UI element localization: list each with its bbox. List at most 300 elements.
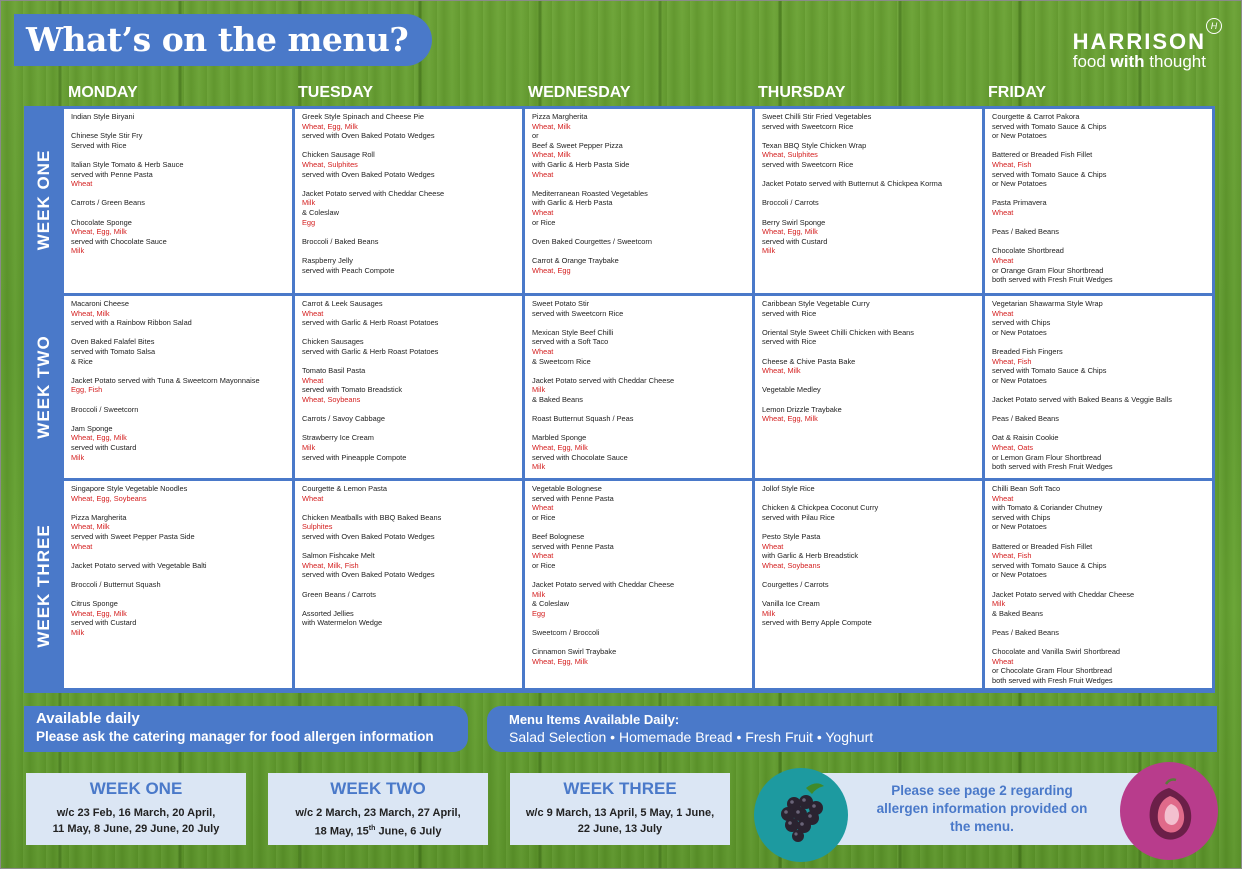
dish-text: or New Potatoes	[992, 375, 1047, 385]
allergen-text: Sulphites	[302, 522, 333, 532]
dish-text: Italian Style Tomato & Herb Sauce	[71, 159, 184, 169]
menu-dish	[302, 551, 516, 580]
dish-text: served with Tomato Sauce & Chips	[992, 560, 1107, 570]
dish-text: served with Penne Pasta	[532, 493, 614, 503]
dish-text: Jacket Potato served with Butternut & Chickpea Korma	[762, 179, 942, 189]
dish-text: Served with Rice	[71, 140, 127, 150]
allergen-text: Egg	[532, 608, 546, 618]
dish-text: & Rice	[71, 356, 93, 366]
day-header-thursday: THURSDAY	[758, 84, 846, 101]
dish-text: Chocolate and Vanilla Swirl Shortbread	[992, 647, 1121, 657]
dish-text: Mexican Style Beef Chilli	[532, 327, 614, 337]
allergen-text: Wheat	[532, 503, 554, 513]
allergen-text: Wheat, Egg, Milk	[71, 433, 127, 443]
dish-text: & Coleslaw	[532, 599, 569, 609]
menu-dish	[532, 189, 746, 227]
allergen-text: Milk	[992, 599, 1006, 609]
dish-text: Chilli Bean Soft Taco	[992, 484, 1061, 493]
allergen-text: Wheat	[71, 541, 93, 551]
page-title: What’s on the menu?	[14, 14, 432, 66]
dish-text: served with Sweetcorn Rice	[762, 159, 854, 169]
dish-text: Jam Sponge	[71, 423, 113, 433]
menu-dish	[302, 513, 516, 542]
allergen-text: Wheat, Milk	[762, 366, 801, 376]
dish-text: Citrus Sponge	[71, 599, 118, 609]
fig-icon	[1120, 762, 1218, 860]
allergen-text: Wheat, Egg, Milk	[532, 656, 588, 666]
dish-text: with Tomato & Coriander Chutney	[992, 503, 1103, 513]
dish-text: Carrot & Orange Traybake	[532, 255, 619, 265]
menu-dish	[532, 532, 746, 570]
logo-mark-icon: H	[1206, 18, 1222, 34]
dish-text: Breaded Fish Fingers	[992, 346, 1063, 356]
allergen-text: Wheat, Egg, Milk	[71, 608, 127, 618]
dish-text: Jacket Potato served with Cheddar Cheese	[532, 579, 675, 589]
allergen-text: Wheat	[532, 169, 554, 179]
day-header-tuesday: TUESDAY	[298, 84, 373, 101]
harrison-logo	[1072, 21, 1218, 71]
dish-text: & Baked Beans	[532, 394, 583, 404]
allergen-text: Milk	[532, 462, 546, 472]
menu-dish	[532, 256, 746, 275]
menu-items-daily-text: Salad Selection • Homemade Bread • Fresh Fruit • Yoghurt	[509, 729, 874, 745]
available-daily-banner	[24, 706, 468, 752]
dish-text: Jacket Potato served with Cheddar Cheese	[302, 188, 445, 198]
dish-text: both served with Fresh Fruit Wedges	[992, 675, 1113, 685]
week-dates-title: WEEK THREE	[563, 779, 677, 798]
allergen-text: Wheat	[992, 493, 1014, 503]
dish-text: served with Chips	[992, 318, 1051, 328]
dish-text: served with Tomato Sauce & Chips	[992, 366, 1107, 376]
dish-text: Peas / Baked Beans	[992, 627, 1059, 637]
menu-dish	[71, 580, 286, 590]
dish-text: Battered or Breaded Fish Fillet	[992, 150, 1093, 160]
menu-dish	[302, 366, 516, 404]
day-header-friday: FRIDAY	[988, 84, 1047, 101]
dish-text: served with Tomato Sauce & Chips	[992, 169, 1107, 179]
dish-text: served with Pineapple Compote	[302, 452, 407, 462]
menu-dish	[992, 590, 1206, 619]
dish-text: Jollof Style Rice	[762, 484, 815, 493]
week-three-label: WEEK THREE	[24, 479, 64, 693]
menu-dish	[71, 376, 286, 395]
dish-text: served with Oven Baked Potato Wedges	[302, 169, 435, 179]
menu-dish	[532, 376, 746, 405]
menu-dish	[992, 246, 1206, 284]
dish-text: Tomato Basil Pasta	[302, 366, 366, 376]
dish-text: or Orange Gram Flour Shortbread	[992, 265, 1104, 275]
dish-text: served with Garlic & Herb Roast Potatoes	[302, 346, 439, 356]
allergen-text: Wheat, Oats	[992, 442, 1034, 452]
week-two-label: WEEK TWO	[24, 294, 64, 479]
menu-dish	[71, 337, 286, 366]
allergen-text: Egg	[302, 217, 316, 227]
dish-text: Broccoli / Baked Beans	[302, 236, 379, 246]
dish-text: or Chocolate Gram Flour Shortbread	[992, 666, 1112, 676]
week-dates-title: WEEK TWO	[330, 779, 426, 798]
dish-text: Oat & Raisin Cookie	[992, 433, 1059, 443]
week-dates-title: WEEK ONE	[89, 779, 183, 798]
dish-text: Vegetable Medley	[762, 385, 821, 395]
allergen-text: Wheat	[302, 493, 324, 503]
menu-dish	[532, 237, 746, 247]
menu-dish	[992, 414, 1206, 424]
allergen-text: Milk	[71, 627, 85, 637]
menu-dish	[71, 484, 286, 503]
available-daily-heading: Available daily	[36, 710, 140, 727]
blackberry-icon	[754, 768, 848, 862]
dish-text: Courgette & Carrot Pakora	[992, 112, 1080, 121]
dish-text: or New Potatoes	[992, 179, 1047, 189]
dish-text: Cheese & Chive Pasta Bake	[762, 356, 856, 366]
week-two-dates	[268, 773, 488, 845]
allergen-text: Wheat	[992, 207, 1014, 217]
menu-dish	[762, 580, 976, 590]
allergen-text: Wheat	[532, 207, 554, 217]
menu-dish	[532, 299, 746, 318]
allergen-text: Wheat, Egg, Milk	[302, 121, 358, 131]
menu-dish	[992, 112, 1206, 141]
dish-text: served with Sweetcorn Rice	[532, 308, 624, 318]
allergen-text: Wheat, Soybeans	[302, 394, 361, 404]
allergen-text: Wheat	[302, 308, 324, 318]
menu-dish	[302, 484, 516, 503]
dish-text: Jacket Potato served with Cheddar Cheese	[532, 375, 675, 385]
dish-text: served with Tomato Breadstick	[302, 385, 403, 395]
dish-text: with Watermelon Wedge	[302, 618, 383, 628]
allergen-text: Wheat, Egg, Milk	[762, 227, 818, 237]
menu-cell	[525, 296, 752, 478]
day-header-monday: MONDAY	[68, 84, 138, 101]
menu-dish	[302, 237, 516, 247]
dish-text: & Sweetcorn Rice	[532, 356, 591, 366]
menu-dish	[532, 433, 746, 471]
menu-cell	[64, 296, 292, 478]
menu-dish	[532, 484, 746, 522]
menu-dish	[992, 542, 1206, 580]
menu-dish	[762, 198, 976, 208]
menu-dish	[762, 179, 976, 189]
dish-text: with Garlic & Herb Pasta Side	[532, 159, 630, 169]
menu-dish	[71, 198, 286, 208]
dish-text: served with Sweetcorn Rice	[762, 121, 854, 131]
dish-text: Texan BBQ Style Chicken Wrap	[762, 140, 867, 150]
week-three-dates	[510, 773, 730, 845]
menu-cell	[295, 296, 522, 478]
menu-dish	[302, 609, 516, 628]
dish-text: Pizza Margherita	[532, 112, 588, 121]
menu-dish	[302, 590, 516, 600]
menu-dish	[762, 599, 976, 628]
menu-dish	[762, 405, 976, 424]
dish-text: or Rice	[532, 512, 556, 522]
dish-text: Oven Baked Courgettes / Sweetcorn	[532, 236, 652, 246]
menu-dish	[992, 347, 1206, 385]
dish-text: Macaroni Cheese	[71, 299, 129, 308]
menu-dish	[302, 189, 516, 227]
allergen-text: Wheat, Egg, Milk	[71, 227, 127, 237]
menu-dish	[71, 218, 286, 256]
allergen-text: Milk	[532, 385, 546, 395]
allergen-text: Wheat	[992, 308, 1014, 318]
dish-text: Beef Bolognese	[532, 531, 585, 541]
menu-items-daily-heading: Menu Items Available Daily:	[509, 712, 680, 727]
menu-cell	[525, 481, 752, 688]
menu-dish	[762, 503, 976, 522]
dish-text: Roast Butternut Squash / Peas	[532, 414, 634, 424]
menu-cell	[985, 109, 1212, 293]
week-one-dates	[26, 773, 246, 845]
dish-text: & Coleslaw	[302, 207, 339, 217]
dish-text: Singapore Style Vegetable Noodles	[71, 484, 188, 493]
menu-dish	[992, 647, 1206, 685]
allergen-text: Wheat	[532, 346, 554, 356]
allergen-text: Wheat, Egg, Milk	[532, 442, 588, 452]
allergen-text: Wheat, Sulphites	[302, 159, 358, 169]
allergen-text: Wheat, Milk	[532, 121, 571, 131]
allergen-text: Egg, Fish	[71, 385, 103, 395]
allergen-text: Milk	[71, 246, 85, 256]
allergen-text: Wheat, Egg, Milk	[762, 414, 818, 424]
dish-text: or New Potatoes	[992, 327, 1047, 337]
dish-text: Strawberry Ice Cream	[302, 433, 374, 443]
dish-text: Broccoli / Carrots	[762, 198, 819, 208]
dish-text: served with Peach Compote	[302, 265, 395, 275]
menu-dish	[302, 299, 516, 328]
allergen-text: Milk	[762, 246, 776, 256]
logo-brand: HARRISON	[1072, 29, 1206, 54]
menu-dish	[71, 160, 286, 189]
menu-grid	[64, 106, 1215, 693]
menu-dish	[992, 628, 1206, 638]
dish-text: or New Potatoes	[992, 131, 1047, 141]
day-header-wednesday: WEDNESDAY	[528, 84, 631, 101]
allergen-text: Wheat, Milk	[71, 522, 110, 532]
dish-text: both served with Fresh Fruit Wedges	[992, 462, 1113, 472]
allergen-text: Wheat, Milk, Fish	[302, 560, 359, 570]
dish-text: & Baked Beans	[992, 608, 1043, 618]
dish-text: Greek Style Spinach and Cheese Pie	[302, 112, 425, 121]
dish-text: Chocolate Sponge	[71, 217, 132, 227]
menu-dish	[532, 328, 746, 366]
menu-dish	[762, 141, 976, 170]
dish-text: Pizza Margherita	[71, 512, 127, 522]
dish-text: Green Beans / Carrots	[302, 589, 376, 599]
dish-text: Berry Swirl Sponge	[762, 217, 826, 227]
dish-text: served with Rice	[762, 337, 817, 347]
menu-dish	[992, 227, 1206, 237]
dish-text: Jacket Potato served with Baked Beans & Veggie Balls	[992, 394, 1172, 404]
menu-cell	[295, 481, 522, 688]
dish-text: or Rice	[532, 560, 556, 570]
dish-text: Vegetable Bolognese	[532, 484, 602, 493]
dish-text: Courgette & Lemon Pasta	[302, 484, 388, 493]
dish-text: Marbled Sponge	[532, 433, 587, 443]
allergen-text: Wheat, Egg	[532, 265, 571, 275]
dish-text: with Garlic & Herb Breadstick	[762, 551, 859, 561]
dish-text: served with Custard	[71, 442, 137, 452]
menu-cell	[985, 481, 1212, 688]
menu-dish	[532, 414, 746, 424]
allergen-text: Wheat	[302, 375, 324, 385]
menu-dish	[71, 424, 286, 462]
dish-text: served with a Soft Taco	[532, 337, 609, 347]
dish-text: served with Sweet Pepper Pasta Side	[71, 531, 195, 541]
dish-text: Broccoli / Sweetcorn	[71, 404, 139, 414]
menu-dish	[71, 131, 286, 150]
dish-text: Lemon Drizzle Traybake	[762, 404, 842, 414]
allergen-text: Wheat	[992, 255, 1014, 265]
menu-dish	[532, 628, 746, 638]
menu-dish	[302, 337, 516, 356]
menu-cell	[295, 109, 522, 293]
menu-dish	[532, 580, 746, 618]
dish-text: Jacket Potato served with Tuna & Sweetcorn Mayonnaise	[71, 375, 260, 385]
dish-text: Pasta Primavera	[992, 198, 1047, 208]
dish-text: served with Chips	[992, 512, 1051, 522]
menu-dish	[302, 150, 516, 179]
dish-text: Chocolate Shortbread	[992, 246, 1064, 256]
dish-text: Oven Baked Falafel Bites	[71, 337, 155, 347]
menu-dish	[71, 299, 286, 328]
menu-cell	[525, 109, 752, 293]
dish-text: served with Penne Pasta	[71, 169, 153, 179]
menu-dish	[992, 484, 1206, 532]
dish-text: served with Tomato Salsa	[71, 346, 156, 356]
dish-text: Cinnamon Swirl Traybake	[532, 647, 617, 657]
dish-text: Chinese Style Stir Fry	[71, 131, 143, 141]
dish-text: Sweet Potato Stir	[532, 299, 590, 308]
dish-text: served with Chocolate Sauce	[71, 236, 167, 246]
dish-text: Vegetarian Shawarma Style Wrap	[992, 299, 1103, 308]
dish-text: Carrot & Leek Sausages	[302, 299, 383, 308]
menu-dish	[762, 112, 976, 131]
menu-dish	[302, 256, 516, 275]
dish-text: served with Oven Baked Potato Wedges	[302, 570, 435, 580]
menu-dish	[762, 357, 976, 376]
week-dates-text: w/c 23 Feb, 16 March, 20 April, 11 May, 8 June, 29 June, 20 July	[52, 807, 220, 835]
allergen-text: Milk	[302, 442, 316, 452]
menu-dish	[302, 433, 516, 462]
menu-dish	[762, 299, 976, 318]
dish-text: Jacket Potato served with Vegetable Balti	[71, 560, 207, 570]
dish-text: or	[532, 131, 539, 141]
dish-text: Raspberry Jelly	[302, 255, 353, 265]
menu-dish	[992, 395, 1206, 405]
dish-text: with Garlic & Herb Pasta	[532, 198, 613, 208]
dish-text: Sweetcorn / Broccoli	[532, 627, 600, 637]
allergen-text: Wheat	[532, 551, 554, 561]
menu-dish	[762, 484, 976, 494]
dish-text: Caribbean Style Vegetable Curry	[762, 299, 870, 308]
allergen-text: Wheat, Sulphites	[762, 150, 818, 160]
menu-dish	[71, 112, 286, 122]
dish-text: served with Rice	[762, 308, 817, 318]
menu-dish	[532, 647, 746, 666]
menu-dish	[762, 532, 976, 570]
dish-text: served with Berry Apple Compote	[762, 618, 872, 628]
dish-text: served with Tomato Sauce & Chips	[992, 121, 1107, 131]
menu-dish	[302, 414, 516, 424]
menu-dish	[992, 299, 1206, 337]
menu-dish	[992, 198, 1206, 217]
available-daily-text: Please ask the catering manager for food allergen information	[36, 729, 434, 744]
dish-text: Chicken Meatballs with BBQ Baked Beans	[302, 512, 442, 522]
dish-text: Broccoli / Butternut Squash	[71, 579, 161, 589]
allergen-text: Wheat	[992, 656, 1014, 666]
week-one-label: WEEK ONE	[24, 106, 64, 294]
dish-text: or New Potatoes	[992, 570, 1047, 580]
menu-cell	[755, 109, 982, 293]
dish-text: or Rice	[532, 217, 556, 227]
allergen-text: Milk	[71, 452, 85, 462]
allergen-text: Wheat, Fish	[992, 356, 1032, 366]
week-dates-text: w/c 9 March, 13 April, 5 May, 1 June, 22 June, 13 July	[525, 807, 715, 835]
dish-text: Oriental Style Sweet Chilli Chicken with Beans	[762, 327, 914, 337]
dish-text: served with Penne Pasta	[532, 541, 614, 551]
dish-text: Carrots / Green Beans	[71, 198, 145, 208]
allergen-text: Wheat, Milk	[532, 150, 571, 160]
allergen-text: Milk	[302, 198, 316, 208]
allergen-text: Wheat, Fish	[992, 551, 1032, 561]
dish-text: served with Oven Baked Potato Wedges	[302, 531, 435, 541]
menu-dish	[71, 405, 286, 415]
dish-text: Beef & Sweet Pepper Pizza	[532, 140, 623, 150]
menu-dish	[762, 218, 976, 256]
menu-cell	[985, 296, 1212, 478]
dish-text: both served with Fresh Fruit Wedges	[992, 275, 1113, 285]
menu-dish	[762, 328, 976, 347]
allergen-text: Wheat	[71, 179, 93, 189]
dish-text: served with Custard	[762, 236, 828, 246]
dish-text: or New Potatoes	[992, 522, 1047, 532]
menu-dish	[71, 561, 286, 571]
dish-text: served with Oven Baked Potato Wedges	[302, 131, 435, 141]
dish-text: served with Chocolate Sauce	[532, 452, 628, 462]
menu-cell	[64, 109, 292, 293]
week-dates-text: w/c 2 March, 23 March, 27 April, 18 May, 15th June, 6 July	[295, 807, 461, 838]
menu-dish	[532, 112, 746, 179]
dish-text: Indian Style Biryani	[71, 112, 135, 121]
dish-text: Peas / Baked Beans	[992, 227, 1059, 237]
allergen-text: Milk	[532, 589, 546, 599]
dish-text: served with Custard	[71, 618, 137, 628]
dish-text: Chicken Sausage Roll	[302, 150, 375, 160]
menu-dish	[71, 599, 286, 637]
dish-text: Jacket Potato served with Cheddar Cheese	[992, 589, 1135, 599]
menu-cell	[64, 481, 292, 688]
menu-items-daily-banner	[487, 706, 1217, 752]
dish-text: Battered or Breaded Fish Fillet	[992, 541, 1093, 551]
menu-cell	[755, 481, 982, 688]
allergen-text: Wheat	[762, 541, 784, 551]
logo-tagline: food with thought	[1072, 52, 1206, 71]
dish-text: Vanilla Ice Cream	[762, 599, 820, 609]
menu-dish	[71, 513, 286, 551]
menu-dish	[992, 433, 1206, 471]
dish-text: Pesto Style Pasta	[762, 531, 821, 541]
dish-text: Courgettes / Carrots	[762, 579, 829, 589]
dish-text: Chicken & Chickpea Coconut Curry	[762, 503, 879, 513]
dish-text: Chicken Sausages	[302, 337, 364, 347]
menu-cell	[755, 296, 982, 478]
allergen-text: Wheat, Milk	[71, 308, 110, 318]
menu-dish	[302, 112, 516, 141]
dish-text: served with Pilau Rice	[762, 512, 835, 522]
dish-text: or Lemon Gram Flour Shortbread	[992, 452, 1102, 462]
dish-text: Carrots / Savoy Cabbage	[302, 414, 385, 424]
dish-text: Sweet Chilli Stir Fried Vegetables	[762, 112, 872, 121]
